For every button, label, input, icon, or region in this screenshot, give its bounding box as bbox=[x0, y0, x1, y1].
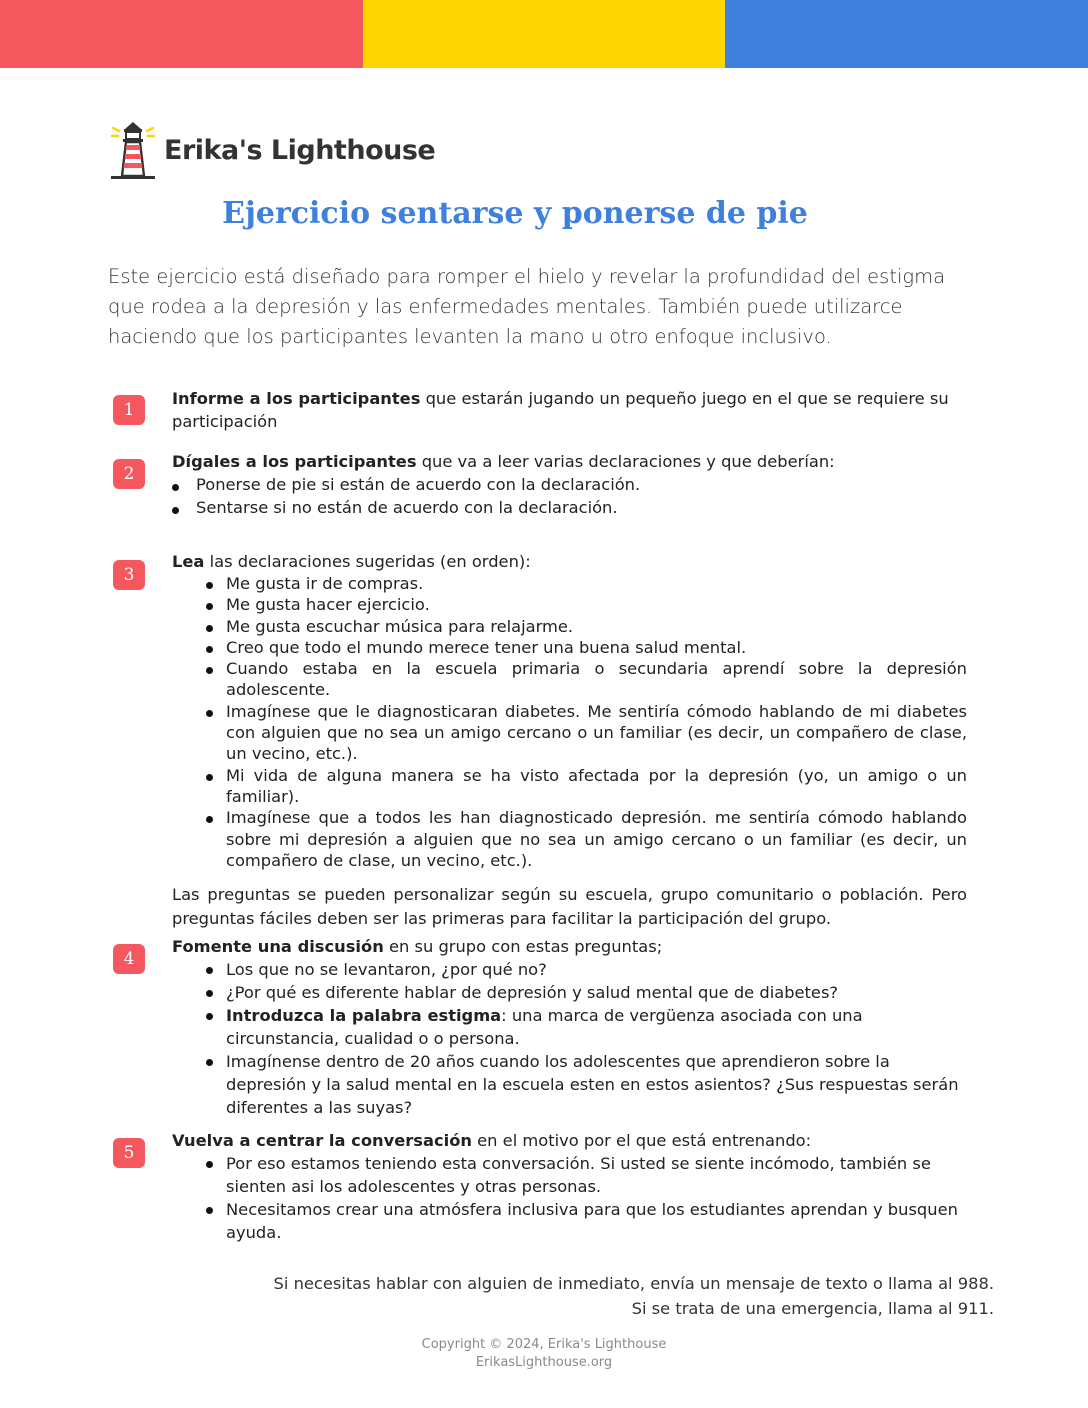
step-2-badge: 2 bbox=[113, 459, 145, 489]
bullet-icon bbox=[206, 603, 213, 610]
bullet-icon bbox=[206, 967, 213, 974]
list-item bbox=[172, 1152, 967, 1198]
list-item bbox=[172, 765, 967, 808]
bullet-icon bbox=[206, 710, 213, 717]
list-item bbox=[172, 981, 967, 1004]
color-bar-strip bbox=[0, 0, 1088, 68]
step-2-heading: Dígales a los participantes bbox=[172, 452, 417, 471]
list-item-text: Por eso estamos teniendo esta conversación. Si usted se siente incómodo, también se sienten asi los adolescentes y otras personas. bbox=[226, 1154, 931, 1196]
list-item-text: Creo que todo el mundo merece tener una buena salud mental. bbox=[226, 637, 747, 657]
list-item bbox=[172, 616, 967, 637]
list-item-text: Los que no se levantaron, ¿por qué no? bbox=[226, 960, 547, 979]
step-1-badge: 1 bbox=[113, 395, 145, 425]
list-item-text: Ponerse de pie si están de acuerdo con la declaración. bbox=[196, 475, 641, 494]
stigma-definition: : una marca de vergüenza asociada con una circunstancia, cualidad o o persona. bbox=[226, 1006, 863, 1048]
step-1-heading: Informe a los participantes bbox=[172, 389, 421, 408]
website-link[interactable]: ErikasLighthouse.org bbox=[475, 1355, 613, 1370]
step-2 bbox=[172, 450, 967, 519]
bullet-icon bbox=[206, 1161, 213, 1168]
step-5-text: en el motivo por el que está entrenando: bbox=[471, 1131, 812, 1150]
list-item-text: Imagínese que le diagnosticaran diabetes. Me sentiría cómodo hablando de mi diabetes con alguien que no sea un amigo cercano o un familiar (es decir, un compañero de clase, un vecino, etc.). bbox=[226, 701, 967, 764]
list-item bbox=[172, 594, 967, 615]
list-item-text: Me gusta hacer ejercicio. bbox=[226, 595, 430, 615]
bullet-icon bbox=[206, 990, 213, 997]
brand-logo bbox=[108, 118, 435, 182]
list-item bbox=[172, 807, 967, 871]
step-5-list bbox=[172, 1152, 967, 1244]
bullet-icon bbox=[206, 582, 213, 589]
bullet-icon bbox=[206, 646, 213, 653]
step-3-text: las declaraciones sugeridas (en orden): bbox=[204, 552, 531, 571]
list-item bbox=[172, 958, 967, 981]
list-item bbox=[172, 1050, 967, 1119]
list-item bbox=[172, 1198, 967, 1244]
step-2-text: que va a leer varias declaraciones y que deberían: bbox=[416, 452, 835, 471]
list-item bbox=[172, 637, 967, 658]
bullet-icon bbox=[206, 625, 213, 632]
bullet-icon bbox=[206, 667, 213, 674]
copyright-block bbox=[0, 1336, 1088, 1372]
intro-paragraph: Este ejercicio está diseñado para romper el hielo y revelar la profundidad del estigma que rodea a la depresión y las enfermedades mentales. También puede utilizarce haciendo que los participantes levanten la mano u otro enfoque inclusivo. bbox=[108, 265, 946, 348]
step-3-heading: Lea bbox=[172, 552, 205, 571]
list-item-text: Me gusta ir de compras. bbox=[226, 574, 424, 593]
lighthouse-icon bbox=[108, 118, 158, 182]
list-item-text: Necesitamos crear una atmósfera inclusiva para que los estudiantes aprendan y busquen ayuda. bbox=[226, 1200, 958, 1242]
bullet-icon bbox=[172, 484, 179, 491]
list-item bbox=[172, 658, 967, 701]
step-1-text: que estarán jugando un pequeño juego en el que se requiere su participación bbox=[172, 389, 949, 431]
step-3-list bbox=[172, 573, 967, 871]
step-3-note: Las preguntas se pueden personalizar según su escuela, grupo comunitario o población. Pero preguntas fáciles deben ser las primeras para facilitar la participación del grupo. bbox=[172, 885, 967, 929]
bullet-icon bbox=[172, 507, 179, 514]
step-5-badge: 5 bbox=[113, 1138, 145, 1168]
step-4-badge: 4 bbox=[113, 944, 145, 974]
yellow-bar bbox=[363, 0, 726, 68]
bullet-icon bbox=[206, 774, 213, 781]
copyright-text: Copyright © 2024, Erika's Lighthouse bbox=[421, 1337, 667, 1352]
blue-bar bbox=[725, 0, 1088, 68]
step-2-list bbox=[172, 473, 967, 519]
list-item-text: Sentarse si no están de acuerdo con la declaración. bbox=[196, 498, 618, 517]
list-item-text: ¿Por qué es diferente hablar de depresión y salud mental que de diabetes? bbox=[226, 983, 839, 1002]
step-4-heading: Fomente una discusión bbox=[172, 937, 384, 956]
step-5 bbox=[172, 1129, 967, 1244]
list-item bbox=[172, 496, 967, 519]
list-item-text: Imagínese que a todos les han diagnosticado depresión. me sentiría cómodo hablando sobre mi depresión a alguien que no sea un amigo cercano o un familiar (es decir, un compañero de clase, un vecino, etc.). bbox=[226, 808, 967, 870]
bullet-icon bbox=[206, 816, 213, 823]
step-4-list bbox=[172, 958, 967, 1119]
page-title: Ejercicio sentarse y ponerse de pie bbox=[222, 196, 808, 231]
bullet-icon bbox=[206, 1013, 213, 1020]
list-item-text: Mi vida de alguna manera se ha visto afectada por la depresión (yo, un amigo o un familiar). bbox=[226, 765, 967, 806]
step-3 bbox=[172, 550, 967, 931]
list-item-text: Me gusta escuchar música para relajarme. bbox=[226, 616, 574, 636]
list-item-text: Cuando estaba en la escuela primaria o secundaria aprendí sobre la depresión adolescente. bbox=[226, 659, 967, 700]
step-3-badge: 3 bbox=[113, 560, 145, 590]
step-4-text: en su grupo con estas preguntas; bbox=[383, 937, 663, 956]
step-5-heading: Vuelva a centrar la conversación bbox=[172, 1131, 472, 1150]
stigma-term: Introduzca la palabra estigma bbox=[226, 1006, 502, 1025]
bullet-icon bbox=[206, 1059, 213, 1066]
text-988-line: Si necesitas hablar con alguien de inmediato, envía un mensaje de texto o llama al 988. bbox=[273, 1274, 994, 1293]
red-bar bbox=[0, 0, 363, 68]
brand-name: Erika's Lighthouse bbox=[164, 134, 436, 166]
bullet-icon bbox=[206, 1207, 213, 1214]
help-message bbox=[234, 1271, 994, 1321]
list-item bbox=[172, 1004, 967, 1050]
list-item-text: Imagínense dentro de 20 años cuando los adolescentes que aprendieron sobre la depresión y la salud mental en la escuela esten en estos asientos? ¿Sus respuestas serán diferentes a las suyas? bbox=[226, 1052, 959, 1117]
list-item bbox=[172, 701, 967, 765]
list-item bbox=[172, 573, 967, 594]
step-4 bbox=[172, 935, 967, 1119]
step-1 bbox=[172, 387, 967, 433]
emergency-911-line: Si se trata de una emergencia, llama al 911. bbox=[631, 1299, 994, 1318]
list-item bbox=[172, 473, 967, 496]
